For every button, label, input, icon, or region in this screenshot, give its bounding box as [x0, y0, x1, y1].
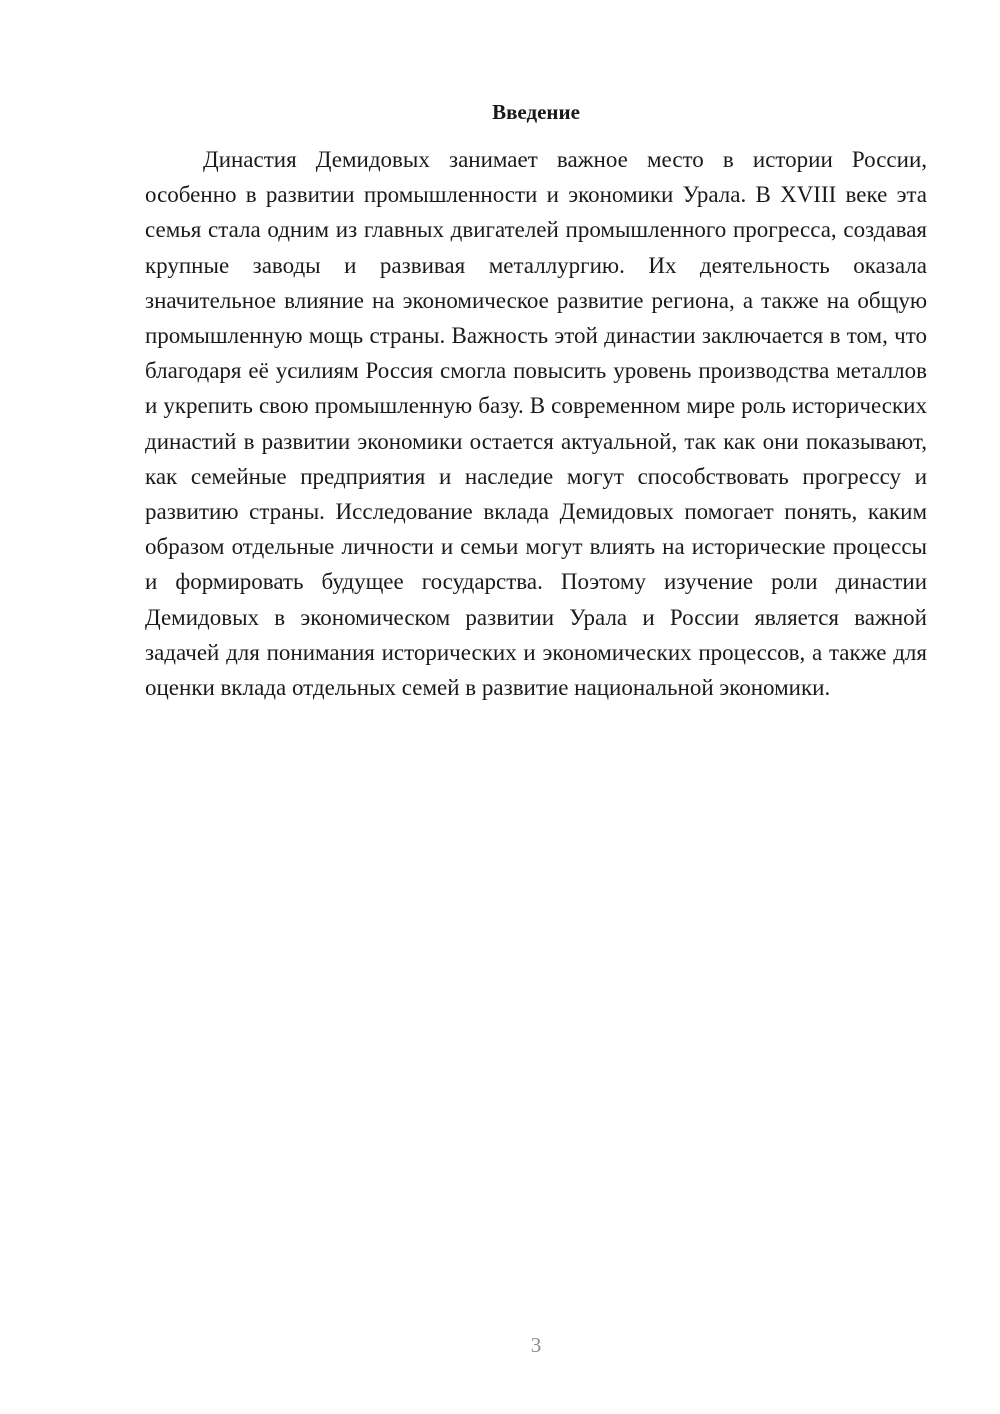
- body-paragraph: Династия Демидовых занимает важное место в истории России, особенно в развитии промышленности и экономики Урала. В XVIII веке эта семья стала одним из главных двигателей промышленного прогресса, создавая крупные заводы и развивая металлургию. Их деятельность оказала значительное влияние на экономическое развитие региона, а также на общую промышленную мощь страны. Важность этой династии заключается в том, что благодаря её усилиям Россия смогла повысить уровень производства металлов и укрепить свою промышленную базу. В современном мире роль исторических династий в развитии экономики остается актуальной, так как они показывают, как семейные предприятия и наследие могут способствовать прогрессу и развитию страны. Исследование вклада Демидовых помогает понять, каким образом отдельные личности и семьи могут влиять на исторические процессы и формировать будущее государства. Поэтому изучение роли династии Демидовых в экономическом развитии Урала и России является важной задачей для понимания исторических и экономических процессов, а также для оценки вклада отдельных семей в развитие национальной экономики.: [145, 147, 927, 701]
- section-title: Введение: [492, 100, 580, 124]
- page-number: 3: [530, 1333, 542, 1357]
